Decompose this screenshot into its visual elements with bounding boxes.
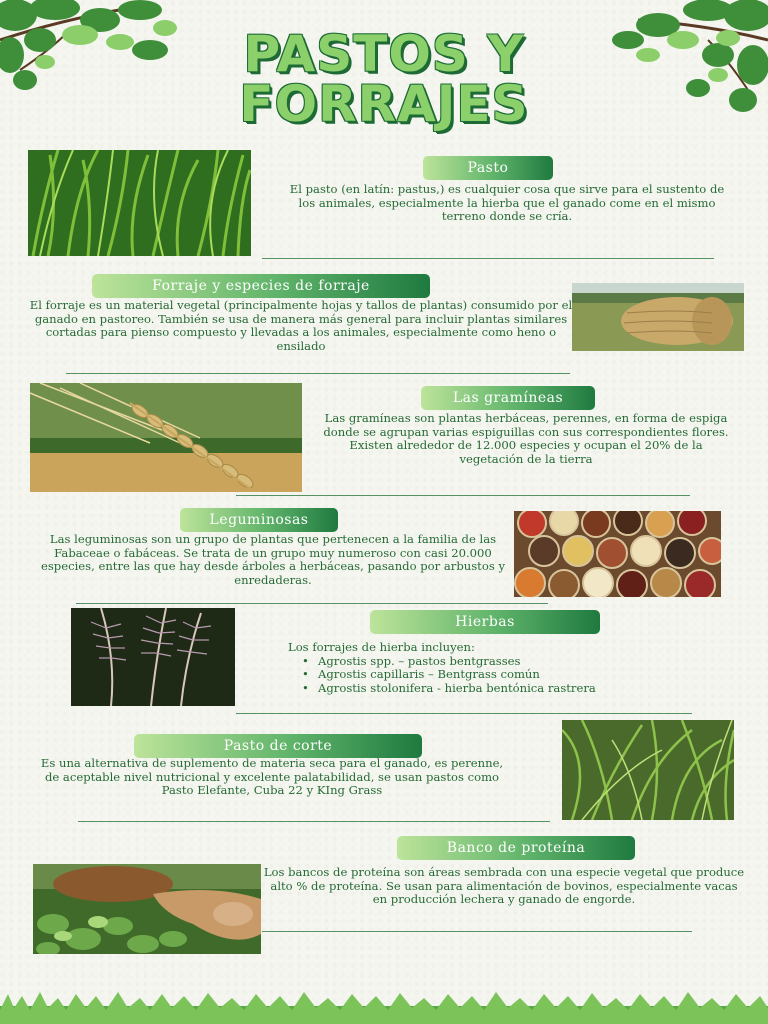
grass-footer-decoration (0, 990, 768, 1024)
divider-hierbas (236, 713, 692, 714)
heading-hierbas: Hierbas (370, 610, 600, 634)
cut-grass-photo (562, 720, 734, 820)
text-forraje: El forraje es un material vegetal (principalmente hojas y tallos de plantas) consumido por el ganado en pastoreo. También se usa de manera más general para incluir plantas similares cortadas para pienso compuesto y llevadas a los animales, especialmente como heno o ensilado (29, 298, 573, 353)
heading-leguminosas: Leguminosas (180, 508, 338, 532)
divider-banco (262, 931, 692, 932)
heading-gramineas: Las gramíneas (421, 386, 595, 410)
list-item: • Agrostis stolonifera - hierba bentónica rastrera (288, 682, 708, 696)
divider-gramineas (236, 495, 690, 496)
list-item: • Agrostis spp. – pastos bentgrasses (288, 655, 708, 669)
grass-photo (28, 150, 251, 256)
hay-bale-photo (572, 283, 744, 351)
divider-corte (78, 821, 550, 822)
text-banco: Los bancos de proteína son áreas sembrada con una especie vegetal que produce alto % de proteína. Se usan para alimentación de bovinos, especialmente vacas en producción lechera y ganado de engorde. (263, 865, 745, 906)
heading-forraje: Forraje y especies de forraje (92, 274, 430, 298)
legume-seeds-photo (514, 511, 721, 597)
cattle-feeding-photo (33, 864, 261, 954)
list-item: • Agrostis capillaris – Bentgrass común (288, 668, 708, 682)
heading-banco: Banco de proteína (397, 836, 635, 860)
divider-leguminosas (76, 603, 548, 604)
heading-pasto: Pasto (423, 156, 553, 180)
page-title-line-1: PASTOS Y (243, 25, 525, 83)
heading-corte: Pasto de corte (134, 734, 422, 758)
text-corte: Es una alternativa de suplemento de materia seca para el ganado, es perenne, de aceptable nivel nutricional y excelente palatabilidad, se usan pastos como Pasto Elefante, Cuba 22 y KIng Grass (40, 756, 504, 797)
divider-pasto (262, 258, 714, 259)
wheat-photo (30, 383, 302, 492)
hierbas-content (288, 641, 708, 695)
text-hierbas-intro: Los forrajes de hierba incluyen: (288, 640, 475, 654)
text-leguminosas: Las leguminosas son un grupo de plantas que pertenecen a la familia de las Fabaceae o fabáceas. Se trata de un grupo muy numeroso con casi 20.000 especies, entre las que hay desde árboles a herbáceas, pasando por arbustos y enredaderas. (41, 532, 505, 587)
text-pasto: El pasto (en latín: pastus,) es cualquier cosa que sirve para el sustento de los animales, especialmente la hierba que el ganado come en el mismo terreno donde se cría. (289, 182, 725, 223)
grass-seedheads-photo (71, 608, 235, 706)
divider-forraje (66, 373, 570, 374)
page-title-line-2: FORRAJES (239, 75, 529, 133)
hierbas-list (288, 655, 708, 696)
text-gramineas: Las gramíneas son plantas herbáceas, perennes, en forma de espiga donde se agrupan varias espiguillas con sus correspondientes flores. Existen alrededor de 12.000 especies y ocupan el 20% de la vegetación de la tierra (323, 411, 729, 466)
